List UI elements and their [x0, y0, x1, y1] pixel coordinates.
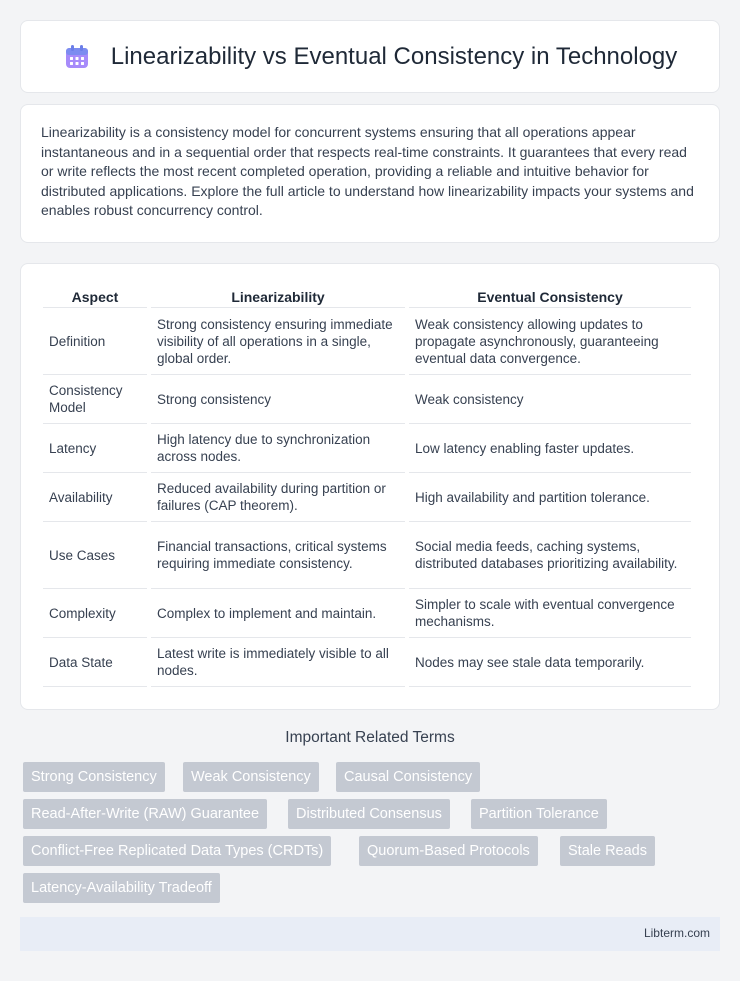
table-row [43, 589, 691, 638]
row-eventual: Simpler to scale with eventual convergence mechanisms. [409, 589, 691, 638]
row-linearizability: Strong consistency ensuring immediate visibility of all operations in a single, global order. [151, 308, 405, 375]
related-terms-title: Important Related Terms [285, 729, 455, 746]
header-aspect: Aspect [43, 284, 147, 308]
row-aspect: Latency [43, 424, 147, 473]
table-row [43, 638, 691, 687]
related-term-tag[interactable]: Partition Tolerance [471, 799, 607, 829]
footer [20, 917, 720, 951]
row-aspect: Data State [43, 638, 147, 687]
intro-card [20, 104, 720, 243]
footer-site-link[interactable]: Libterm.com [643, 926, 710, 940]
table-row [43, 375, 691, 424]
header-card [20, 20, 720, 93]
related-term-tag[interactable]: Strong Consistency [23, 762, 165, 792]
calendar-icon [63, 43, 91, 71]
row-eventual: Weak consistency allowing updates to propagate asynchronously, guaranteeing eventual data convergence. [409, 308, 691, 375]
row-aspect: Use Cases [43, 522, 147, 589]
row-linearizability: Financial transactions, critical systems requiring immediate consistency. [151, 522, 405, 589]
row-aspect: Definition [43, 308, 147, 375]
row-eventual: Nodes may see stale data temporarily. [409, 638, 691, 687]
related-term-tag[interactable]: Read-After-Write (RAW) Guarantee [23, 799, 267, 829]
table-row [43, 522, 691, 589]
row-linearizability: Latest write is immediately visible to all nodes. [151, 638, 405, 687]
row-linearizability: Complex to implement and maintain. [151, 589, 405, 638]
row-aspect: Complexity [43, 589, 147, 638]
row-linearizability: Strong consistency [151, 375, 405, 424]
related-term-tag[interactable]: Conflict-Free Replicated Data Types (CRDTs) [23, 836, 331, 866]
row-eventual: High availability and partition tolerance. [409, 473, 691, 522]
page-title: Linearizability vs Eventual Consistency in Technology [110, 42, 678, 70]
header-linearizability: Linearizability [151, 284, 405, 308]
related-term-tag[interactable]: Latency-Availability Tradeoff [23, 873, 220, 903]
row-linearizability: Reduced availability during partition or failures (CAP theorem). [151, 473, 405, 522]
row-eventual: Low latency enabling faster updates. [409, 424, 691, 473]
row-linearizability: High latency due to synchronization across nodes. [151, 424, 405, 473]
comparison-card [20, 263, 720, 710]
related-term-tag[interactable]: Weak Consistency [183, 762, 319, 792]
row-aspect: Availability [43, 473, 147, 522]
related-term-tag[interactable]: Causal Consistency [336, 762, 480, 792]
row-eventual: Social media feeds, caching systems, distributed databases prioritizing availability. [409, 522, 691, 589]
related-term-tag[interactable]: Quorum-Based Protocols [359, 836, 538, 866]
comparison-table [39, 284, 695, 687]
table-row [43, 424, 691, 473]
row-eventual: Weak consistency [409, 375, 691, 424]
table-header-row [43, 284, 691, 308]
table-row [43, 308, 691, 375]
table-row [43, 473, 691, 522]
intro-text: Linearizability is a consistency model for concurrent systems ensuring that all operations appear instantaneous and in a sequential order that respects real-time constraints. It guarantees that every read or write reflects the most recent completed operation, providing a reliable and intuitive behavior for distributed applications. Explore the full article to understand how linearizability impacts your systems and enables robust concurrency control. [41, 124, 694, 218]
header-eventual-consistency: Eventual Consistency [409, 284, 691, 308]
row-aspect: Consistency Model [43, 375, 147, 424]
related-term-tag[interactable]: Distributed Consensus [288, 799, 450, 829]
related-term-tag[interactable]: Stale Reads [560, 836, 655, 866]
